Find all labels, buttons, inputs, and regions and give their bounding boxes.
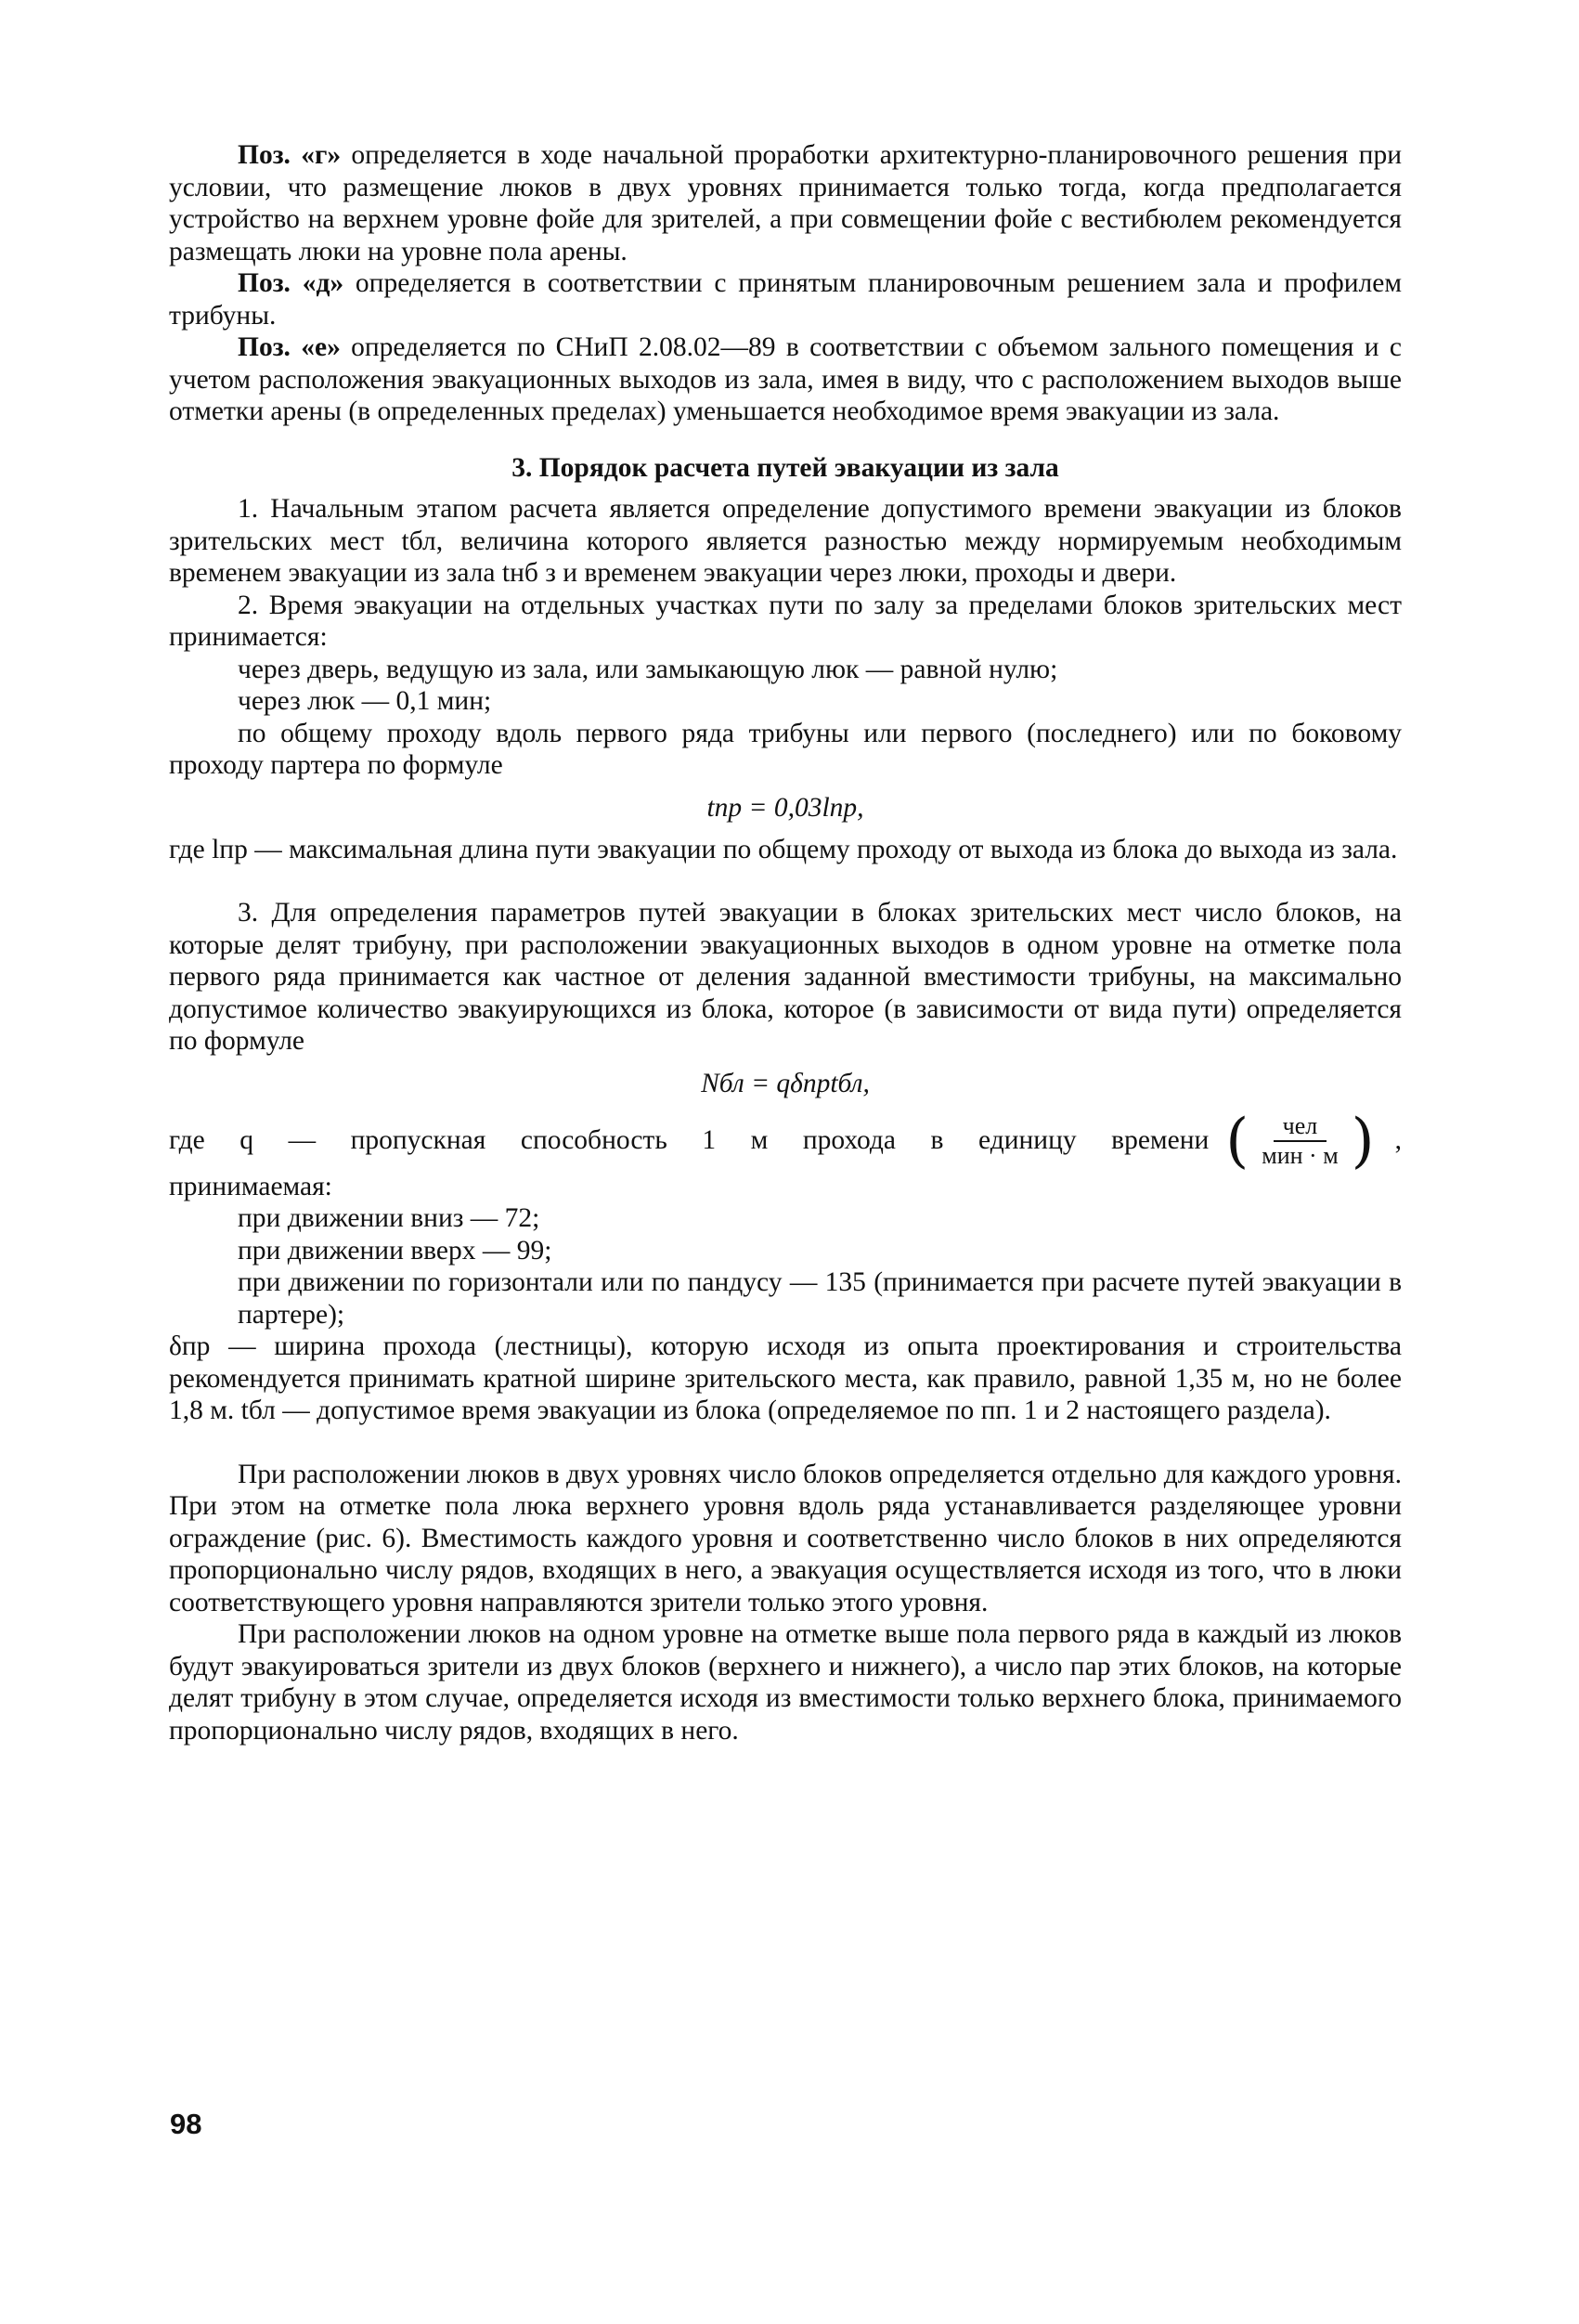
- where-q-line: [169, 1106, 1402, 1175]
- unit-numerator: чел: [1274, 1112, 1327, 1142]
- right-paren: ): [1351, 1106, 1375, 1175]
- section-heading: 3. Порядок расчета путей эвакуации из зала: [511, 452, 1059, 483]
- item-2-list-item: по общему проходу вдоль первого ряда трибуны или первого (последнего) или по боковому проходу партера по формуле: [169, 718, 1402, 780]
- poz-d-text: определяется в соответствии с принятым планировочным решением зала и профилем трибуны.: [169, 268, 1402, 331]
- paragraph-one-level: При расположении люков на одном уровне на отметке выше пола первого ряда в каждый из люков будут эвакуироваться зрители из двух блоков (верхнего и нижнего), а число пар этих блоков, на которые делят трибуну в этом случае, определяется исходя из вместимости только верхнего блока, принимаемого пропорционально числу рядов, входящих в него.: [169, 1619, 1402, 1746]
- q-list-item: при движении по горизонтали или по пандусу — 135 (принимается при расчете путей эвакуации в партере);: [238, 1267, 1402, 1330]
- item-3: 3. Для определения параметров путей эвакуации в блоках зрительских мест число блоков, на которые делят трибуну, при расположении эвакуационных выходов в одном уровне на отметке пола первого ряда принимается как частное от деления заданной вместимости трибуны, на максимально допустимое количество эвакуирующихся из блока, которое (в зависимости от вида пути) определяется по формуле: [169, 898, 1402, 1056]
- unit-fraction: [1225, 1106, 1402, 1175]
- paragraph-two-levels: При расположении люков в двух уровнях число блоков определяется отдельно для каждого уровня. При этом на отметке пола люка верхнего уровня вдоль ряда устанавливается разделяющее уровни ограждение (рис. 6). Вместимость каждого уровня и соответственно число блоков в них определяются пропорционально числу рядов, входящих в него, а эвакуация осуществляется исходя из того, что в люки соответствующего уровня направляются зрители только этого уровня.: [169, 1459, 1402, 1617]
- q-list-item: при движении вниз — 72;: [238, 1203, 540, 1233]
- poz-e-lead: Поз. «е»: [238, 332, 341, 362]
- poz-g-text: определяется в ходе начальной проработки архитектурно-планировочного решения при условии, что размещение люков в двух уровнях принимается только тогда, когда предполагается устройство на верхнем уровне фойе для зрителей, а при совмещении фойе с вестибюлем рекомендуется размещать люки на уровне пола арены.: [169, 140, 1402, 266]
- delta-definition: δпр — ширина прохода (лестницы), которую исходя из опыта проектирования и строительства рекомендуется принимать кратной ширине зрительского места, как правило, равной 1,35 м, но не более 1,8 м. tбл — допустимое время эвакуации из блока (определяемое по пп. 1 и 2 настоящего раздела).: [169, 1331, 1402, 1425]
- item-2-intro: 2. Время эвакуации на отдельных участках пути по залу за пределами блоков зрительских мест принимается:: [169, 590, 1402, 652]
- left-paren: (: [1225, 1106, 1249, 1175]
- paragraph-poz-d: [169, 267, 1402, 331]
- where-q-text: где q — пропускная способность 1 м прохода в единицу времени: [169, 1125, 1210, 1156]
- unit-comma: ,: [1394, 1125, 1402, 1156]
- paragraph-poz-e: [169, 331, 1402, 428]
- item-2-list-item: через дверь, ведущую из зала, или замыкающую люк — равной нулю;: [238, 654, 1058, 684]
- page-number: 98: [170, 2108, 202, 2140]
- accepted-label: принимаемая:: [169, 1171, 332, 1201]
- unit-denominator: мин · м: [1262, 1141, 1339, 1169]
- poz-e-text: определяется по СНиП 2.08.02—89 в соответствии с объемом зального помещения и с учетом расположения эвакуационных выходов из зала, имея в виду, что с расположением выходов выше отметки арены (в определенных пределах) уменьшается необходимое время эвакуации из зала.: [169, 332, 1402, 426]
- q-list-item: при движении вверх — 99;: [238, 1235, 552, 1266]
- spacer: [169, 865, 1402, 897]
- document-page: [169, 139, 1402, 1746]
- spacer: [169, 1427, 1402, 1459]
- formula-1-where: где lпр — максимальная длина пути эвакуации по общему проходу от выхода из блока до выхода из зала.: [169, 834, 1398, 864]
- formula-n-bl: Nбл = qδпрtбл,: [701, 1068, 870, 1098]
- fraction: [1252, 1112, 1347, 1170]
- formula-t-pr: tпр = 0,03lпр,: [706, 792, 864, 823]
- item-2-list-item: через люк — 0,1 мин;: [238, 686, 492, 716]
- poz-g-lead: Поз. «г»: [238, 140, 342, 170]
- poz-d-lead: Поз. «д»: [238, 268, 344, 298]
- paragraph-poz-g: [169, 139, 1402, 267]
- item-1: 1. Начальным этапом расчета является определение допустимого времени эвакуации из блоков зрительских мест tбл, величина которого является разностью между нормируемым необходимым временем эвакуации из зала tнб з и временем эвакуации через люки, проходы и двери.: [169, 494, 1402, 588]
